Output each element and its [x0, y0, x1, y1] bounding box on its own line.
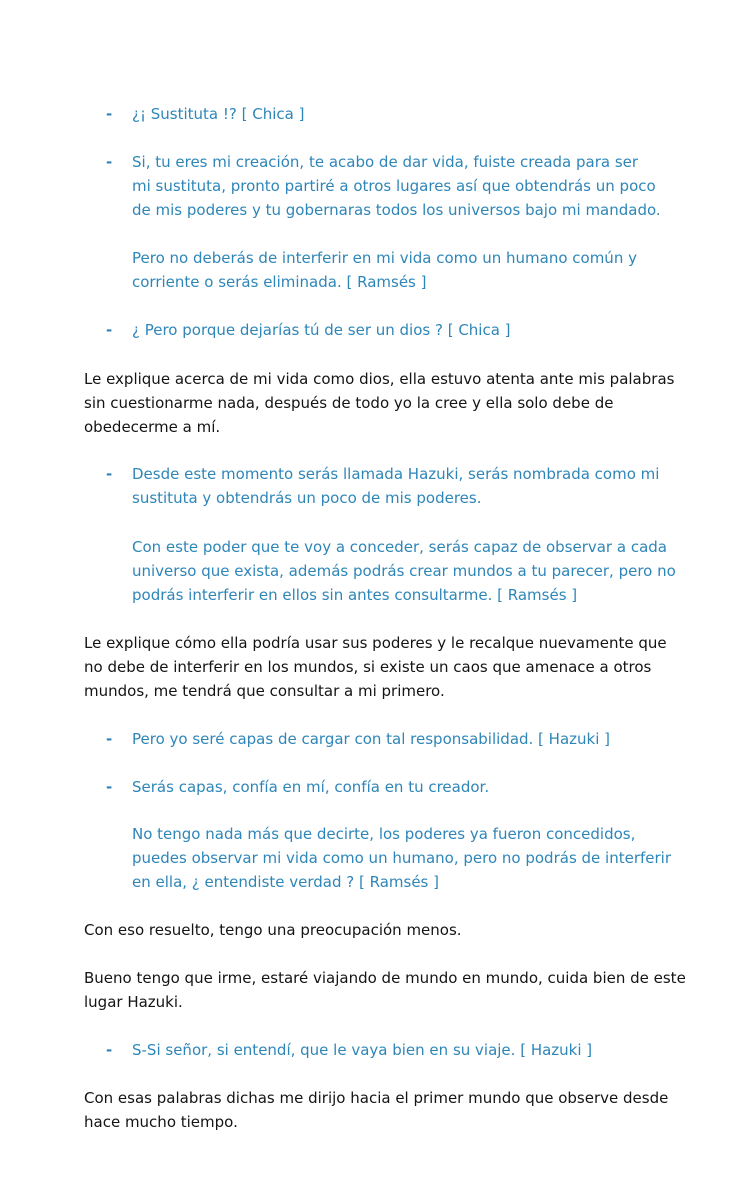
narration-line: obedecerme a mí. [84, 418, 221, 436]
narration-line: mundos, me tendrá que consultar a mi primero. [84, 682, 445, 700]
dialogue-dash: - [106, 1041, 113, 1059]
narration-paragraph [84, 1086, 668, 1134]
narration-line: lugar Hazuki. [84, 993, 183, 1011]
narration-line: sin cuestionarme nada, después de todo yo la cree y ella solo debe de [84, 394, 614, 412]
dialogue-paragraph [132, 462, 659, 510]
dialogue-line: Si, tu eres mi creación, te acabo de dar vida, fuiste creada para ser [132, 153, 639, 171]
dialogue-paragraph [132, 150, 661, 222]
narration-line: Le explique cómo ella podría usar sus poderes y le recalque nuevamente que [84, 634, 667, 652]
dialogue-paragraph [132, 727, 610, 751]
dialogue-line: Pero yo seré capas de cargar con tal responsabilidad. [ Hazuki ] [132, 730, 611, 748]
dialogue-paragraph [132, 318, 511, 342]
dialogue-dash: - [106, 730, 113, 748]
narration-line: Bueno tengo que irme, estaré viajando de mundo en mundo, cuida bien de este [84, 969, 686, 987]
narration-paragraph [84, 918, 462, 942]
dialogue-line: podrás interferir en ellos sin antes consultarme. [ Ramsés ] [132, 586, 578, 604]
dialogue-line: Desde este momento serás llamada Hazuki, serás nombrada como mi [132, 465, 660, 483]
dialogue-dash: - [106, 465, 113, 483]
narration-line: hace mucho tiempo. [84, 1113, 238, 1131]
dialogue-line: sustituta y obtendrás un poco de mis poderes. [132, 489, 482, 507]
narration-line: Le explique acerca de mi vida como dios, ella estuvo atenta ante mis palabras [84, 370, 675, 388]
narration-line: Con eso resuelto, tengo una preocupación menos. [84, 921, 462, 939]
dialogue-paragraph [132, 102, 304, 126]
dialogue-line: ¿¡ Sustituta !? [ Chica ] [132, 105, 305, 123]
dialogue-line: S-Si señor, si entendí, que le vaya bien en su viaje. [ Hazuki ] [132, 1041, 593, 1059]
narration-paragraph [84, 966, 686, 1014]
dialogue-line: Serás capas, confía en mí, confía en tu creador. [132, 778, 490, 796]
dialogue-line: Pero no deberás de interferir en mi vida como un humano común y [132, 249, 637, 267]
dialogue-line: Con este poder que te voy a conceder, serás capaz de observar a cada [132, 538, 667, 556]
dialogue-paragraph [132, 775, 489, 799]
dialogue-dash: - [106, 153, 113, 171]
narration-paragraph [84, 631, 667, 703]
dialogue-line: universo que exista, además podrás crear mundos a tu parecer, pero no [132, 562, 676, 580]
narration-line: Con esas palabras dichas me dirijo hacia el primer mundo que observe desde [84, 1089, 669, 1107]
dialogue-line: No tengo nada más que decirte, los poderes ya fueron concedidos, [132, 825, 636, 843]
dialogue-line: corriente o serás eliminada. [ Ramsés ] [132, 273, 427, 291]
dialogue-line: puedes observar mi vida como un humano, pero no podrás de interferir [132, 849, 672, 867]
dialogue-paragraph [132, 1038, 592, 1062]
dialogue-dash: - [106, 778, 113, 796]
narration-line: no debe de interferir en los mundos, si existe un caos que amenace a otros [84, 658, 652, 676]
dialogue-dash: - [106, 105, 113, 123]
dialogue-line: mi sustituta, pronto partiré a otros lugares así que obtendrás un poco [132, 177, 656, 195]
dialogue-paragraph [132, 822, 671, 894]
dialogue-dash: - [106, 321, 113, 339]
narration-paragraph [84, 367, 674, 439]
dialogue-paragraph [132, 246, 637, 294]
dialogue-line: de mis poderes y tu gobernaras todos los universos bajo mi mandado. [132, 201, 661, 219]
dialogue-line: ¿ Pero porque dejarías tú de ser un dios ? [ Chica ] [132, 321, 511, 339]
dialogue-line: en ella, ¿ entendiste verdad ? [ Ramsés ] [132, 873, 439, 891]
dialogue-paragraph [132, 535, 676, 607]
